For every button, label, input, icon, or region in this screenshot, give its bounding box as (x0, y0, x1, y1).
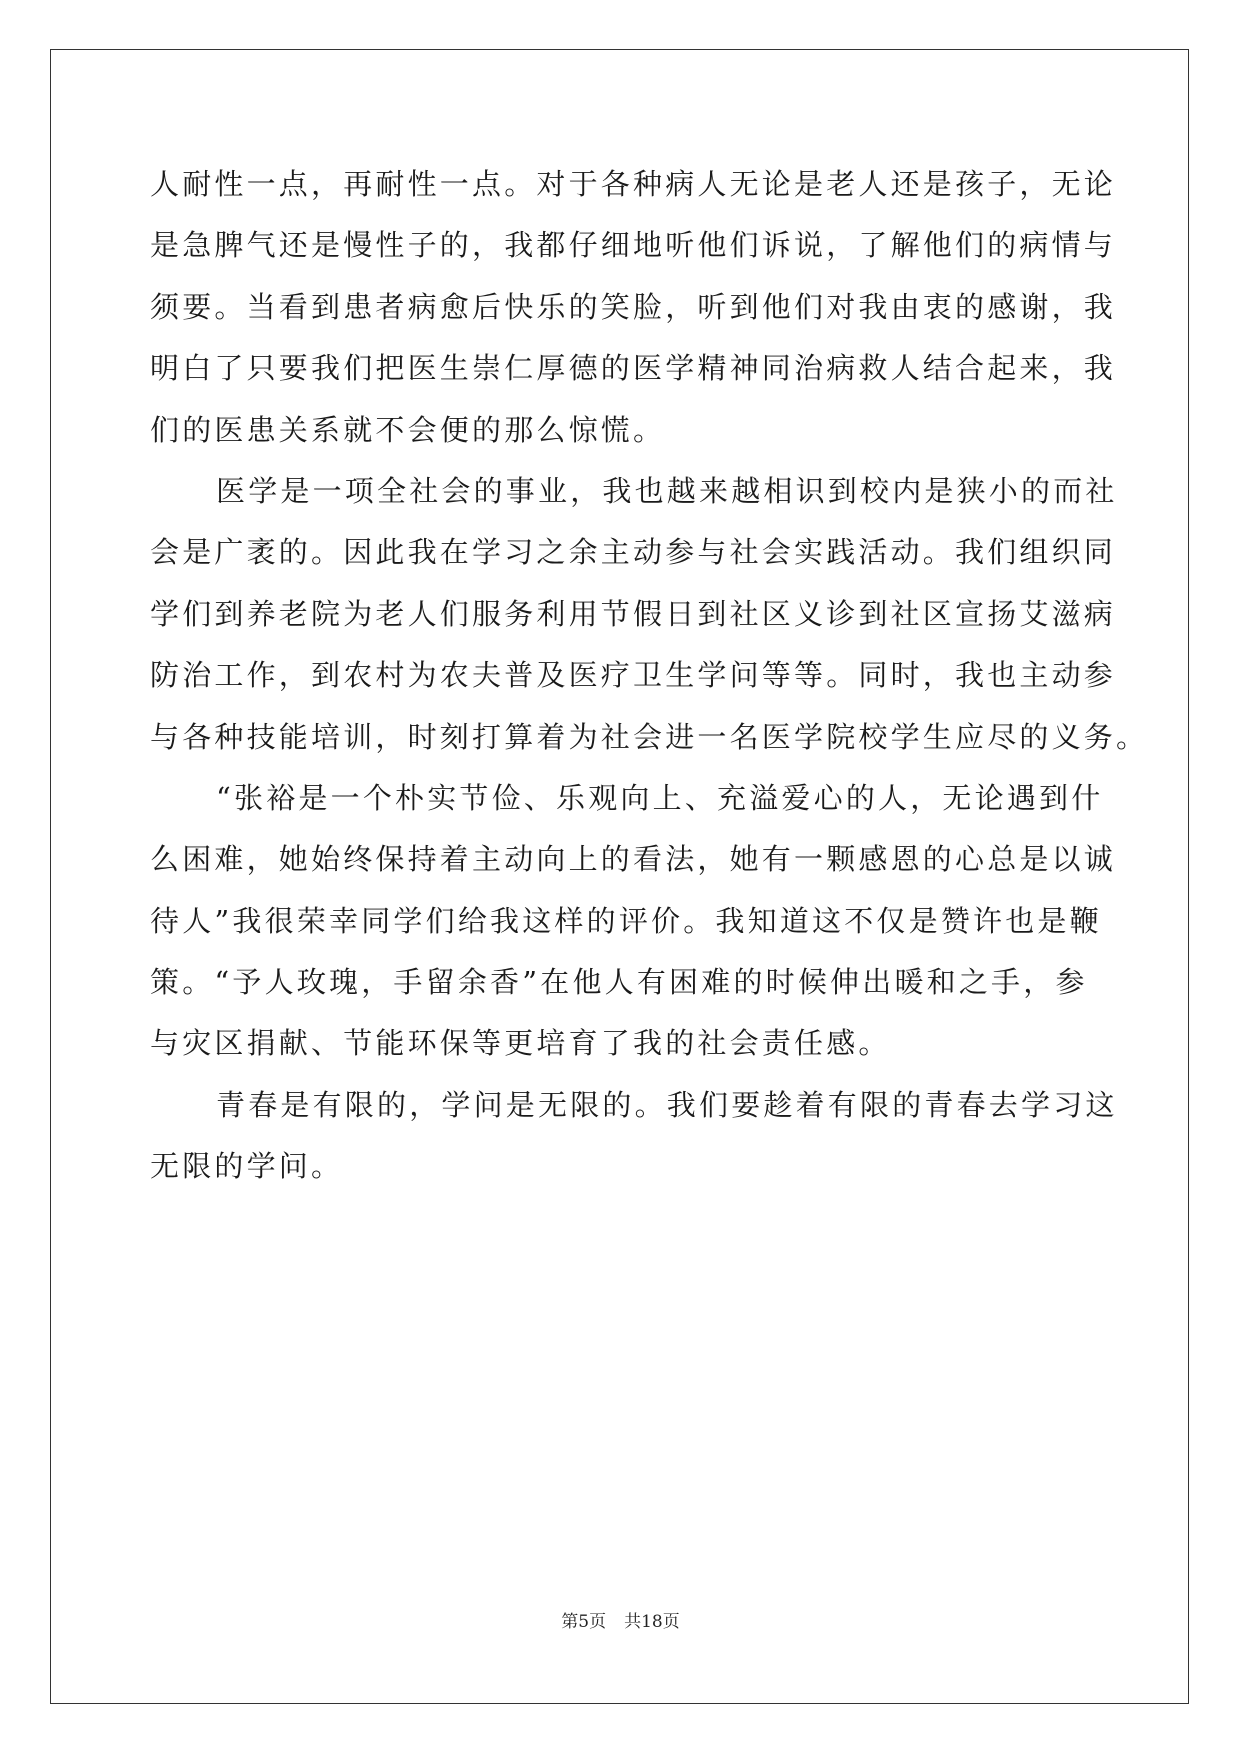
text-line: 会是广袤的。因此我在学习之余主动参与社会实践活动。我们组织同 (150, 535, 1117, 570)
page-footer (0, 1610, 1241, 1634)
text-line: 策。“予人玫瑰，手留余香”在他人有困难的时候伸出暖和之手，参 (150, 965, 1088, 1000)
page-number: 第5页 (561, 1612, 607, 1632)
text-line: 与灾区捐献、节能环保等更培育了我的社会责任感。 (150, 1026, 891, 1061)
page-total: 共18页 (624, 1612, 680, 1632)
paragraph-start-line: 青春是有限的，学问是无限的。我们要趁着有限的青春去学习这 (216, 1087, 1118, 1122)
document-body (150, 154, 1149, 1198)
text-line: 须要。当看到患者病愈后快乐的笑脸，听到他们对我由衷的感谢，我 (150, 289, 1117, 324)
text-line: 是急脾气还是慢性子的，我都仔细地听他们诉说，了解他们的病情与 (150, 228, 1117, 263)
text-line: 明白了只要我们把医生崇仁厚德的医学精神同治病救人结合起来，我 (150, 351, 1117, 386)
text-line: 们的医患关系就不会便的那么惊慌。 (150, 412, 666, 447)
text-line: 人耐性一点，再耐性一点。对于各种病人无论是老人还是孩子，无论 (150, 167, 1117, 201)
paragraph-start-line: “张裕是一个朴实节俭、乐观向上、充溢爱心的人，无论遇到什 (216, 780, 1104, 815)
text-line: 无限的学问。 (150, 1149, 344, 1184)
text-line: 么困难，她始终保持着主动向上的看法，她有一颗感恩的心总是以诚 (150, 842, 1117, 877)
paragraph-start-line: 医学是一项全社会的事业，我也越来越相识到校内是狭小的而社 (216, 473, 1118, 508)
text-line: 待人”我很荣幸同学们给我这样的评价。我知道这不仅是赞许也是鞭 (150, 903, 1102, 938)
text-line: 与各种技能培训，时刻打算着为社会进一名医学院校学生应尽的义务。 (150, 719, 1149, 754)
text-line: 防治工作，到农村为农夫普及医疗卫生学问等等。同时，我也主动参 (150, 658, 1117, 693)
text-line: 学们到养老院为老人们服务利用节假日到社区义诊到社区宣扬艾滋病 (150, 596, 1117, 631)
